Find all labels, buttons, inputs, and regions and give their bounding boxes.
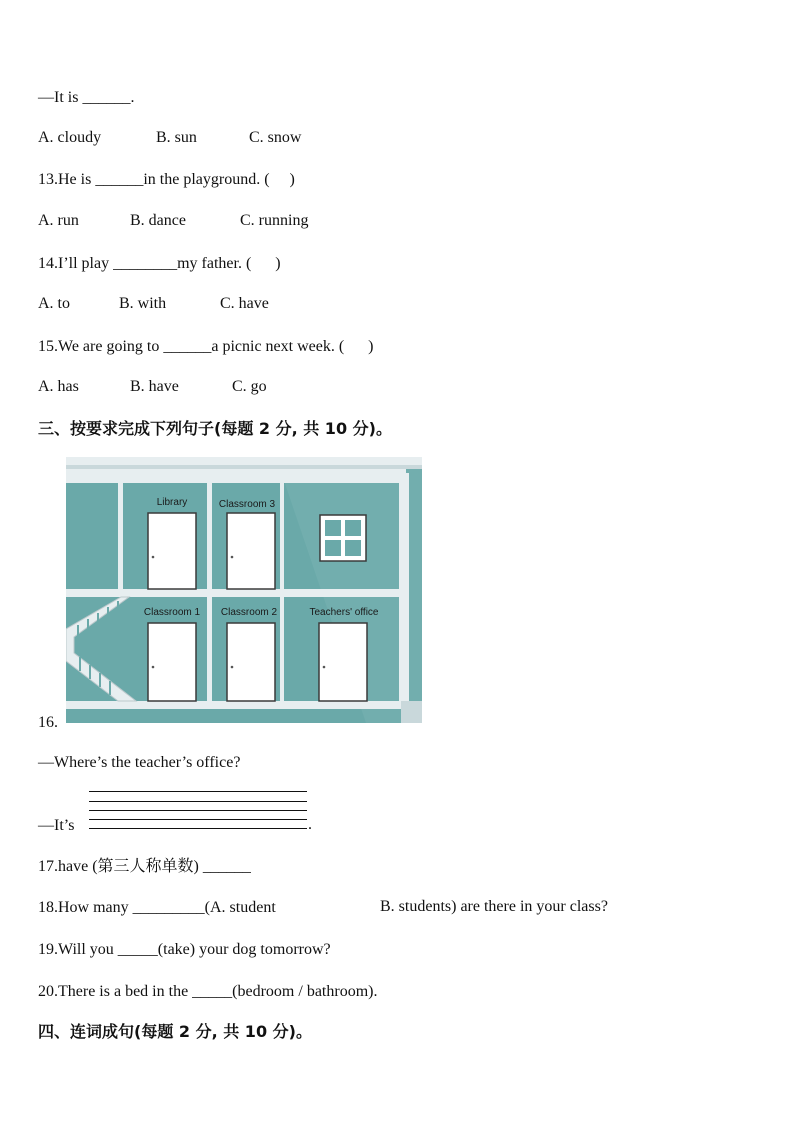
label-teachers-office: Teachers' office	[309, 607, 379, 618]
q13-option-c: C. running	[240, 212, 309, 229]
q15-text: 15.We are going to ______a picnic next week. ( )	[38, 338, 374, 355]
school-building-picture	[66, 457, 422, 723]
q16-question: —Where’s the teacher’s office?	[38, 754, 241, 771]
q13-option-b: B. dance	[130, 212, 186, 229]
q16-answer-rule-1	[89, 791, 307, 792]
q15-option-c: C. go	[232, 378, 267, 395]
label-classroom-2: Classroom 2	[220, 607, 278, 618]
q18-text: 18.How many _________(A. student	[38, 899, 276, 916]
q16-answer-rule-4	[89, 819, 307, 820]
q12-option-b: B. sun	[156, 129, 197, 146]
section-4-title: 四、连词成句(每题 2 分, 共 10 分)。	[38, 1022, 312, 1041]
q15-option-b: B. have	[130, 378, 179, 395]
q12-answer-line: —It is ______.	[38, 89, 135, 106]
q16-answer-suffix: .	[308, 816, 312, 833]
section-3-title: 三、按要求完成下列句子(每题 2 分, 共 10 分)。	[38, 419, 392, 438]
q16-answer-rule-5	[89, 828, 307, 829]
q16-number: 16.	[38, 714, 58, 731]
q15-option-a: A. has	[38, 378, 79, 395]
q13-option-a: A. run	[38, 212, 79, 229]
label-classroom-3: Classroom 3	[218, 499, 276, 510]
q14-option-c: C. have	[220, 295, 269, 312]
q12-option-c: C. snow	[249, 129, 302, 146]
q18-text-continued: B. students) are there in your class?	[380, 898, 608, 915]
q17-text: 17.have (第三人称单数) ______	[38, 858, 251, 875]
q14-option-b: B. with	[119, 295, 167, 312]
label-library: Library	[156, 497, 188, 508]
q16-answer-prefix: —It’s	[38, 817, 75, 834]
q13-text: 13.He is ______in the playground. ( )	[38, 171, 295, 188]
q16-answer-rule-2	[89, 801, 307, 802]
label-classroom-1: Classroom 1	[143, 607, 201, 618]
q19-text: 19.Will you _____(take) your dog tomorrow?	[38, 941, 331, 958]
q14-text: 14.I’ll play ________my father. ( )	[38, 255, 281, 272]
q12-option-a: A. cloudy	[38, 129, 102, 146]
q20-text: 20.There is a bed in the _____(bedroom / bathroom).	[38, 983, 378, 1000]
q16-answer-rule-3	[89, 810, 307, 811]
q14-option-a: A. to	[38, 295, 70, 312]
